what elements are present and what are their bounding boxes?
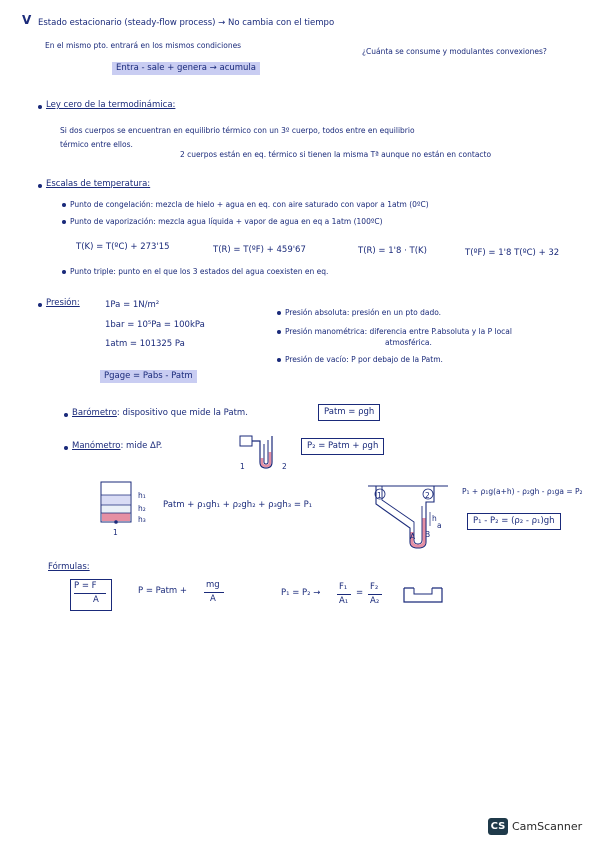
pressure-title: Presión: — [46, 298, 80, 308]
barometer-label: Barómetro — [72, 408, 117, 418]
pascal-a1: A₁ — [339, 596, 349, 606]
camscanner-label: CamScanner — [512, 820, 583, 833]
height-h2: h₂ — [138, 504, 146, 513]
fraction-bar — [368, 594, 382, 595]
gage-pressure-def: Presión manométrica: diferencia entre P.absoluta y la P local — [285, 327, 512, 336]
bullet — [62, 270, 66, 274]
bullet — [62, 220, 66, 224]
pascal-principle: P₁ = P₂ → — [281, 588, 321, 598]
bullet — [38, 105, 42, 109]
rankine-kelvin-conversion: T(R) = 1'8 · T(K) — [358, 246, 427, 256]
multi-fluid-tank — [95, 478, 137, 530]
manometer-sketch — [238, 432, 296, 472]
pascal-f1: F₁ — [339, 582, 348, 592]
zeroth-law-note: 2 cuerpos están en eq. térmico si tienen la misma Tª aunque no están en contacto — [180, 150, 492, 159]
diff-height-a: a — [437, 521, 442, 530]
vacuum-pressure-def: Presión de vacío: P por debajo de la Patm. — [285, 355, 443, 364]
gage-pressure-formula: Pgage = Pabs - Patm — [100, 370, 197, 383]
tank-bottom-point: 1 — [113, 528, 118, 537]
multi-fluid-equation: Patm + ρ₁gh₁ + ρ₂gh₂ + ρ₃gh₃ = P₁ — [163, 500, 313, 510]
differential-result-box: P₁ - P₂ = (ρ₂ - ρ₁)gh — [467, 513, 561, 530]
gage-pressure-def-cont: atmosférica. — [385, 338, 432, 347]
pascal-f2: F₂ — [370, 582, 379, 592]
fraction-bar — [204, 592, 224, 593]
diff-point-b: B — [425, 530, 431, 539]
pascal-a2: A₂ — [370, 596, 380, 606]
temperature-scales-title: Escalas de temperatura: — [46, 179, 151, 189]
steady-state-note: En el mismo pto. entrará en los mismos condiciones — [45, 41, 242, 50]
zeroth-law-title: Ley cero de la termodinámica: — [46, 100, 176, 110]
height-h1: h₁ — [138, 491, 146, 500]
piston-formula-num: mg — [206, 580, 220, 590]
camscanner-logo-icon: CS — [488, 818, 508, 835]
freezing-point: Punto de congelación: mezcla de hielo + agua en eq. con aire saturado con vapor a 1atm (0ºC) — [70, 200, 429, 209]
diff-point-a: A — [410, 532, 416, 541]
diff-point-2: 2 — [425, 491, 430, 500]
fraction-bar — [337, 594, 351, 595]
manometer-point-1: 1 — [240, 462, 245, 471]
vaporization-point: Punto de vaporización: mezcla agua líquida + vapor de agua en eq a 1atm (100ºC) — [70, 217, 383, 226]
diff-point-1: 1 — [377, 491, 382, 500]
manometer-formula-box: P₂ = Patm + ρgh — [301, 438, 384, 455]
steady-state-heading: Estado estacionario (steady-flow process) → No cambia con el tiempo — [38, 18, 335, 28]
pascal-equals: = — [356, 588, 364, 598]
balance-formula: Entra - sale + genera → acumula — [112, 62, 260, 75]
barometer-text: : dispositivo que mide la Patm. — [116, 408, 248, 418]
pascal-definition: 1Pa = 1N/m² — [105, 300, 160, 310]
fahrenheit-conversion: T(ºF) = 1'8 T(ºC) + 32 — [465, 248, 560, 258]
pressure-formula-num: P = F — [74, 581, 97, 591]
differential-equation: P₁ + ρ₁g(a+h) - ρ₂gh - ρ₁ga = P₂ — [462, 487, 583, 496]
formulas-title: Fórmulas: — [48, 562, 90, 572]
steady-state-question: ¿Cuánta se consume y modulantes convexiones? — [362, 47, 547, 56]
bullet — [64, 413, 68, 417]
manometer-text: : mide ΔP. — [120, 441, 163, 451]
manometer-label: Manómetro — [72, 441, 121, 451]
absolute-pressure-def: Presión absoluta: presión en un pto dado. — [285, 308, 442, 317]
pressure-formula-den: A — [93, 595, 99, 605]
barometer-line — [72, 408, 248, 419]
zeroth-law-text: Si dos cuerpos se encuentran en equilibrio térmico con un 3º cuerpo, todos entre en equilibrio — [60, 126, 415, 135]
bullet — [64, 446, 68, 450]
height-h3: h₃ — [138, 515, 146, 524]
rankine-conversion: T(R) = T(ºF) + 459'67 — [213, 245, 306, 255]
bullet — [38, 184, 42, 188]
piston-formula-den: A — [210, 594, 216, 604]
atm-definition: 1atm = 101325 Pa — [105, 339, 185, 349]
bullet — [277, 330, 281, 334]
check-mark: V — [22, 13, 32, 27]
zeroth-law-text-cont: térmico entre ellos. — [60, 140, 133, 149]
kelvin-conversion: T(K) = T(ºC) + 273'15 — [76, 242, 170, 252]
diff-height-h: h — [432, 514, 437, 523]
barometer-formula-box: Patm = ρgh — [318, 404, 380, 421]
bullet — [277, 358, 281, 362]
hydraulic-press-sketch — [402, 584, 444, 606]
piston-formula: P = Patm + — [138, 586, 188, 596]
triple-point: Punto triple: punto en el que los 3 estados del agua coexisten en eq. — [70, 267, 329, 276]
fraction-bar — [74, 593, 106, 594]
bullet — [277, 311, 281, 315]
bullet — [38, 303, 42, 307]
bar-definition: 1bar = 10⁵Pa = 100kPa — [105, 320, 205, 330]
bullet — [62, 203, 66, 207]
manometer-point-2: 2 — [282, 462, 287, 471]
manometer-line — [72, 441, 162, 452]
